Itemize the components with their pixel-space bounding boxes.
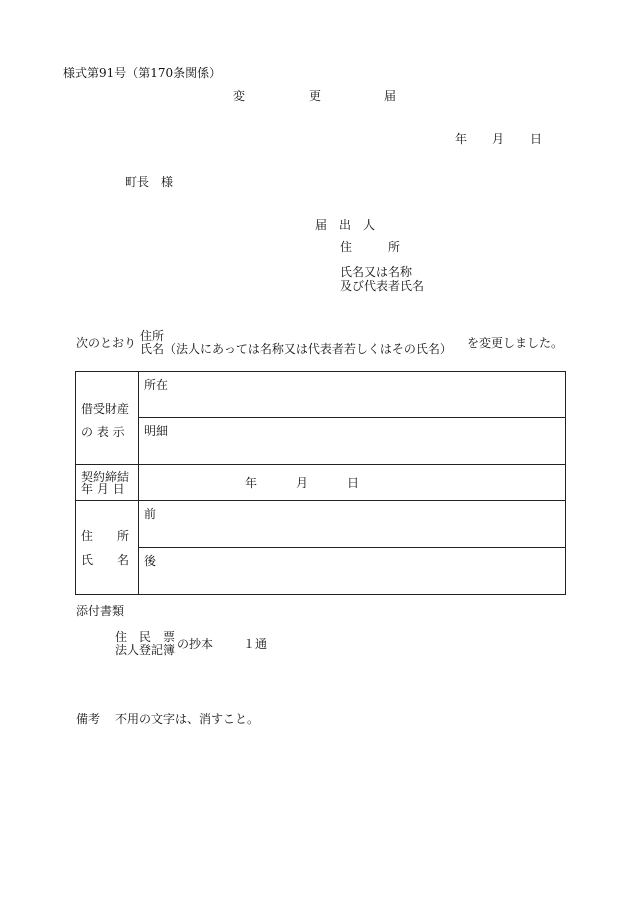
after-cell [139, 548, 566, 595]
attachment-copy-text: の抄本 [177, 637, 214, 651]
address-name-label-cell [76, 501, 139, 595]
title-char-2: 更 [309, 89, 322, 103]
after-label: 後 [144, 554, 157, 568]
form-number: 様式第91号（第170条関係） [63, 66, 222, 80]
contract-label-1: 契約締結 [81, 470, 130, 484]
before-label: 前 [144, 507, 157, 521]
attachment-doc-2: 法人登記簿 [115, 643, 176, 657]
contract-year: 年 [245, 476, 258, 490]
contract-date-cell [139, 465, 566, 501]
contract-label-cell [76, 465, 139, 501]
attachments-heading: 添付書類 [76, 604, 125, 618]
details-cell [139, 418, 566, 465]
applicant-address-label: 住 所 [340, 240, 401, 254]
statement-option-address: 住所 [140, 329, 165, 343]
contract-month: 月 [296, 476, 309, 490]
statement-option-name: 氏名（法人にあっては名称又は代表者若しくはその氏名） [140, 342, 452, 356]
property-label-1: 借受財産 [81, 402, 130, 416]
contract-label-2: 年 月 日 [81, 482, 125, 496]
date-day: 日 [530, 132, 543, 146]
addressee: 町長 様 [125, 175, 174, 189]
name-label: 氏 名 [81, 553, 130, 567]
statement-prefix: 次のとおり [76, 336, 137, 350]
title-char-1: 変 [233, 89, 246, 103]
attachment-doc-1: 住 民 票 [115, 630, 176, 644]
applicant-name-label-2: 及び代表者氏名 [340, 279, 425, 293]
location-label: 所在 [144, 378, 169, 392]
before-cell [139, 501, 566, 548]
statement-suffix: を変更しました。 [467, 336, 564, 350]
date-year: 年 [455, 132, 468, 146]
property-label-2: の 表 示 [81, 425, 125, 439]
title-char-3: 届 [384, 89, 397, 103]
property-table [75, 371, 566, 595]
details-label: 明細 [144, 424, 169, 438]
location-cell [139, 372, 566, 418]
address-label: 住 所 [81, 529, 130, 543]
attachment-count: １通 [243, 637, 268, 651]
remarks-label: 備考 [76, 712, 101, 726]
remarks-text: 不用の文字は、消すこと。 [115, 712, 260, 726]
property-label-cell [76, 372, 139, 465]
contract-day: 日 [347, 476, 360, 490]
applicant-name-label-1: 氏名又は名称 [340, 265, 413, 279]
date-month: 月 [492, 132, 505, 146]
applicant-heading: 届 出 人 [315, 218, 376, 232]
